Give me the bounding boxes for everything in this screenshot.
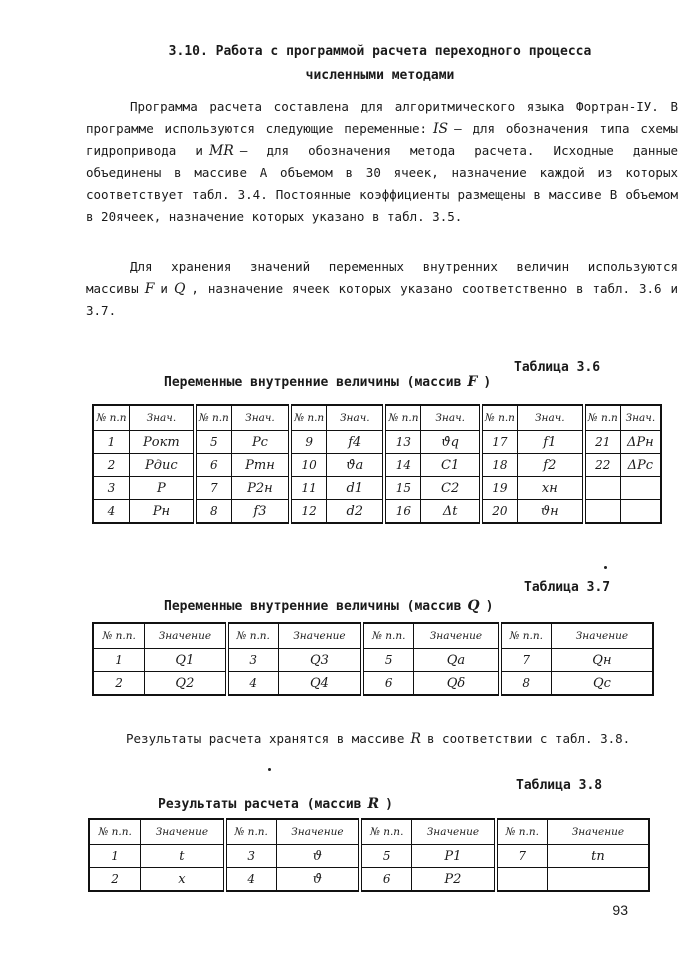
table-header-row <box>89 819 649 845</box>
header-cell: Знач. <box>129 405 194 431</box>
value-cell: ϑн <box>517 500 583 524</box>
index-cell <box>584 477 620 500</box>
header-cell: Знач. <box>517 405 583 431</box>
table-row <box>89 845 649 868</box>
header-cell: № п.п <box>195 405 231 431</box>
table-3-6-title-close: ) <box>483 375 492 390</box>
index-cell: 5 <box>195 431 231 454</box>
table-header-row <box>93 623 653 649</box>
variable-q: Q <box>173 281 186 297</box>
index-cell: 15 <box>384 477 420 500</box>
table-3-8-label: Таблица 3.8 <box>516 778 603 793</box>
table-row <box>93 454 661 477</box>
value-cell: ϑ̇ <box>276 868 360 892</box>
table-3-6-title-text: Переменные внутренние величины (массив <box>164 375 462 390</box>
paragraph-1-text-b: – для обозначения типа схемы гидропривода и <box>86 121 678 158</box>
header-cell: Значение <box>141 819 225 845</box>
page-number: 93 <box>612 902 628 918</box>
value-cell <box>620 477 661 500</box>
value-cell: f4 <box>327 431 385 454</box>
index-cell: 7 <box>496 845 548 868</box>
value-cell: Δt <box>421 500 481 524</box>
value-cell: ϑ̇a <box>327 454 385 477</box>
header-cell: № п.п <box>93 405 129 431</box>
value-cell: ϑ̇q <box>421 431 481 454</box>
table-3-6 <box>92 404 662 524</box>
header-cell: № п.п. <box>225 819 277 845</box>
value-cell: Q2 <box>145 672 227 696</box>
value-cell: Qa <box>414 649 500 672</box>
index-cell: 1 <box>93 431 129 454</box>
value-cell: Qн <box>551 649 653 672</box>
paragraph-3-text-a: Результаты расчета хранятся в массиве <box>126 731 405 746</box>
header-cell: Значение <box>276 819 360 845</box>
table-3-6-label: Таблица 3.6 <box>514 360 601 375</box>
index-cell: 6 <box>362 672 414 696</box>
value-cell: Pокт <box>129 431 194 454</box>
value-cell: Qc <box>551 672 653 696</box>
index-cell: 17 <box>481 431 517 454</box>
index-cell: 2 <box>93 672 145 696</box>
table-row <box>93 477 661 500</box>
section-heading-line1: 3.10. Работа с программой расчета переходного процесса <box>168 44 592 59</box>
header-cell: № п.п. <box>89 819 141 845</box>
table-row <box>93 672 653 696</box>
index-cell: 6 <box>360 868 412 892</box>
header-cell: Значение <box>278 623 362 649</box>
index-cell: 5 <box>362 649 414 672</box>
value-cell: f2 <box>517 454 583 477</box>
table-3-7-title-var: Q <box>467 598 480 614</box>
table-3-8-body <box>89 819 649 891</box>
table-3-7-title <box>164 598 493 614</box>
table-row <box>89 868 649 892</box>
header-cell: № п.п. <box>496 819 548 845</box>
index-cell: 18 <box>481 454 517 477</box>
header-cell: Значение <box>551 623 653 649</box>
table-3-8-title-text: Результаты расчета (массив <box>158 797 362 812</box>
header-cell: Знач. <box>231 405 290 431</box>
index-cell: 3 <box>227 649 279 672</box>
header-cell: Значение <box>547 819 649 845</box>
paragraph-2-text-a: Для хранения значений переменных внутренних величин используются массивы <box>86 259 678 296</box>
value-cell: ΔPc <box>620 454 661 477</box>
header-cell: Значение <box>145 623 227 649</box>
index-cell: 3 <box>225 845 277 868</box>
value-cell: d2 <box>327 500 385 524</box>
scan-speck <box>268 768 271 771</box>
index-cell: 2 <box>89 868 141 892</box>
index-cell: 8 <box>195 500 231 524</box>
paragraph-2-text-b: и <box>160 281 168 296</box>
table-3-8-title-var: R <box>367 796 380 812</box>
table-row <box>93 431 661 454</box>
value-cell: P1 <box>412 845 496 868</box>
value-cell: f3 <box>231 500 290 524</box>
paragraph-1-text-c: – для обозначения метода расчета. Исходные данные объединены в массиве А объемом в 30 ячеек, назначение каждой из которых соответствует табл. 3.4. Постоянные коэффициенты размещены в массиве В объемом в 20ячеек, назначение которых указано в табл. 3.5. <box>86 143 678 224</box>
section-heading <box>80 40 680 88</box>
value-cell: Pдис <box>129 454 194 477</box>
value-cell: t <box>141 845 225 868</box>
value-cell <box>620 500 661 524</box>
index-cell: 22 <box>584 454 620 477</box>
scan-speck <box>604 566 607 569</box>
value-cell: P2н <box>231 477 290 500</box>
index-cell: 20 <box>481 500 517 524</box>
value-cell: P2 <box>412 868 496 892</box>
variable-r: R <box>410 731 421 747</box>
paragraph-2-text-c: , назначение ячеек которых указано соответственно в табл. 3.6 и 3.7. <box>86 281 678 318</box>
index-cell: 9 <box>290 431 326 454</box>
table-row <box>93 500 661 524</box>
table-3-8-title <box>158 796 393 812</box>
table-3-6-title-var: F <box>467 374 478 390</box>
variable-mr: MR <box>208 143 234 159</box>
table-3-8 <box>88 818 650 892</box>
header-cell: № п.п <box>384 405 420 431</box>
table-3-6-title <box>164 374 491 390</box>
table-3-6-body <box>93 405 661 523</box>
index-cell: 2 <box>93 454 129 477</box>
value-cell: Qδ <box>414 672 500 696</box>
header-cell: № п.п <box>481 405 517 431</box>
value-cell: f1 <box>517 431 583 454</box>
table-3-7 <box>92 622 654 696</box>
table-row <box>93 649 653 672</box>
header-cell: Значение <box>412 819 496 845</box>
table-3-7-title-text: Переменные внутренние величины (массив <box>164 599 462 614</box>
index-cell: 11 <box>290 477 326 500</box>
header-cell: № п.п <box>290 405 326 431</box>
value-cell: d1 <box>327 477 385 500</box>
paragraph-2 <box>86 256 678 322</box>
index-cell: 1 <box>93 649 145 672</box>
index-cell: 4 <box>227 672 279 696</box>
paragraph-3 <box>86 728 678 750</box>
index-cell: 8 <box>500 672 552 696</box>
index-cell: 7 <box>500 649 552 672</box>
index-cell: 3 <box>93 477 129 500</box>
header-cell: № п.п. <box>227 623 279 649</box>
variable-f: F <box>144 281 155 297</box>
index-cell: 10 <box>290 454 326 477</box>
value-cell: Q4 <box>278 672 362 696</box>
paragraph-1-text-a: Программа расчета составлена для алгоритмического языка Фортран-IУ. В программе используются следующие переменные: <box>86 99 678 136</box>
index-cell: 7 <box>195 477 231 500</box>
value-cell: xн <box>517 477 583 500</box>
value-cell: C2 <box>421 477 481 500</box>
index-cell: 6 <box>195 454 231 477</box>
value-cell: Q3 <box>278 649 362 672</box>
index-cell: 12 <box>290 500 326 524</box>
table-3-7-label: Таблица 3.7 <box>524 580 611 595</box>
header-cell: № п.п. <box>500 623 552 649</box>
index-cell: 19 <box>481 477 517 500</box>
header-cell: Знач. <box>421 405 481 431</box>
value-cell: Pн <box>129 500 194 524</box>
value-cell: x <box>141 868 225 892</box>
value-cell: P <box>129 477 194 500</box>
table-header-row <box>93 405 661 431</box>
value-cell: ϑ <box>276 845 360 868</box>
index-cell <box>584 500 620 524</box>
header-cell: № п.п <box>584 405 620 431</box>
table-3-7-body <box>93 623 653 695</box>
header-cell: Значение <box>414 623 500 649</box>
index-cell: 4 <box>225 868 277 892</box>
section-heading-line2: численными методами <box>305 68 455 83</box>
value-cell <box>547 868 649 892</box>
table-3-7-title-close: ) <box>485 599 494 614</box>
header-cell: Знач. <box>327 405 385 431</box>
value-cell: C1 <box>421 454 481 477</box>
table-3-8-title-close: ) <box>385 797 393 812</box>
value-cell: Pc <box>231 431 290 454</box>
paragraph-3-text-b: в соответствии с табл. 3.8. <box>427 731 631 746</box>
index-cell: 21 <box>584 431 620 454</box>
header-cell: № п.п. <box>362 623 414 649</box>
variable-is: IS <box>433 121 449 137</box>
index-cell: 16 <box>384 500 420 524</box>
header-cell: Знач. <box>620 405 661 431</box>
index-cell: 5 <box>360 845 412 868</box>
index-cell: 14 <box>384 454 420 477</box>
value-cell: ΔPн <box>620 431 661 454</box>
index-cell: 13 <box>384 431 420 454</box>
value-cell: Q1 <box>145 649 227 672</box>
header-cell: № п.п. <box>360 819 412 845</box>
value-cell: Pтн <box>231 454 290 477</box>
index-cell: 4 <box>93 500 129 524</box>
header-cell: № п.п. <box>93 623 145 649</box>
paragraph-1 <box>86 96 678 228</box>
value-cell: tп <box>547 845 649 868</box>
index-cell: 1 <box>89 845 141 868</box>
index-cell <box>496 868 548 892</box>
